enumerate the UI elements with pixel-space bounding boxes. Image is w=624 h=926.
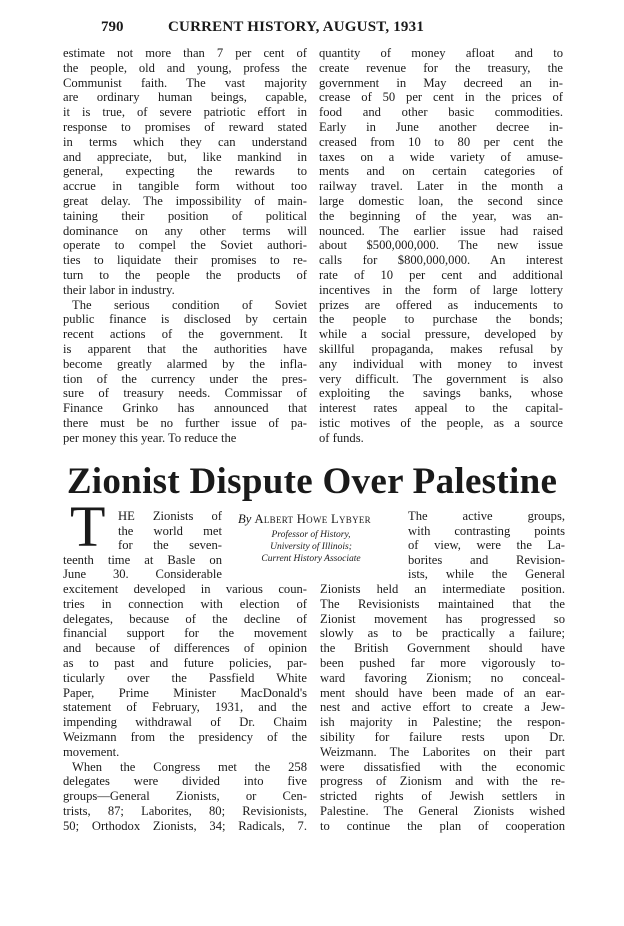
- text-line: Weizmann. The Laborites on their part: [320, 744, 565, 759]
- text-line: any individual with money to invest: [319, 356, 563, 371]
- text-line: sibility for failure rests upon Dr.: [320, 730, 565, 744]
- author-credit-line: University of Illinois;: [270, 542, 352, 552]
- text-line: there must be no further issue of pa-: [63, 416, 307, 430]
- text-line: nounced. The earlier issue had raised: [319, 223, 563, 238]
- text-line: the people to purchase the bonds;: [319, 312, 563, 327]
- text-line: stricted rights of Jewish settlers in: [320, 789, 565, 804]
- text-line: 50; Orthodox Zionists, 34; Radicals, 7.: [63, 818, 307, 833]
- text-line: ward favoring Zionism; no conceal-: [320, 670, 565, 685]
- text-line: turn to the people the products of: [63, 268, 307, 282]
- text-line: statement of February, 1931, and the: [63, 700, 307, 715]
- text-line: Weizmann from the presidency of the: [63, 730, 307, 744]
- text-line: per money this year. To reduce the: [63, 430, 237, 445]
- text-line: general, expecting the rewards to: [63, 164, 307, 179]
- page-number: 790: [101, 19, 124, 35]
- text-line: sure of treasury needs. Commissar of: [63, 386, 307, 401]
- text-line: groups—General Zionists, or Cen-: [63, 789, 307, 804]
- text-line: progress of Zionism and with the re-: [320, 774, 565, 789]
- text-line: Communist faith. The vast majority: [63, 75, 307, 90]
- text-line: Finance Grinko has announced that: [63, 401, 307, 416]
- text-line: were dissatisfied with the economic: [320, 759, 565, 774]
- text-line: teenth time at Basle on: [63, 552, 222, 567]
- byline-author: Albert Howe Lybyer: [254, 512, 371, 526]
- text-line: ties to liquidate their promises to re-: [63, 253, 307, 268]
- text-line: June 30. Considerable: [63, 567, 222, 582]
- text-line: large domestic loan, the second since: [319, 194, 563, 208]
- text-line: HE Zionists of: [118, 509, 222, 523]
- text-line: recent actions of the government. It: [63, 327, 307, 342]
- text-line: taining their position of political: [63, 208, 307, 223]
- text-line: public finance is disclosed by certain: [63, 312, 307, 327]
- text-line: response to promises of reward stated: [63, 120, 307, 134]
- text-line: interest rates appeal to the capital-: [319, 401, 563, 416]
- text-line: are ordinary human beings, capable,: [63, 90, 307, 105]
- text-line: financial support for the movement: [63, 626, 307, 641]
- text-line: the world met: [118, 523, 222, 538]
- text-line: dominance on any other terms will: [63, 223, 307, 238]
- text-line: ists, while the General: [408, 567, 565, 582]
- text-line: operate to compel the Soviet authori-: [63, 238, 307, 253]
- text-line: of view, were the La-: [408, 538, 565, 553]
- text-line: ticularly over the Passfield White: [63, 670, 307, 685]
- text-line: the people, old and young, profess the: [63, 60, 307, 75]
- byline: [238, 512, 371, 527]
- text-line: with contrasting points: [408, 523, 565, 538]
- text-line: tion of the currency under the pres-: [63, 371, 307, 386]
- text-line: and because of differences of opinion: [63, 641, 307, 656]
- text-line: borites and Revision-: [408, 552, 565, 567]
- text-line: delegates, because of the decline of: [63, 611, 307, 626]
- text-line: quantity of money afloat and to: [319, 46, 563, 60]
- text-line: accrue in tangible form without too: [63, 179, 307, 194]
- text-line: Early in June another decree in-: [319, 120, 563, 134]
- article-headline: Zionist Dispute Over Palestine: [66, 461, 558, 502]
- text-line: government in May decreed an in-: [319, 75, 563, 90]
- text-line: ish majority in Palestine; the respon-: [320, 715, 565, 730]
- text-line: the beginning of the year, was an-: [319, 208, 563, 223]
- author-credit-line: Current History Associate: [261, 554, 361, 564]
- text-line: incentives in the form of large lottery: [319, 282, 563, 297]
- text-line: as to past and future policies, par-: [63, 656, 307, 670]
- running-head: CURRENT HISTORY, AUGUST, 1931: [168, 19, 425, 35]
- drop-cap: T: [70, 494, 106, 559]
- text-line: Zionist movement has progressed so: [320, 611, 565, 626]
- text-line: nest and active effort to create a Jew-: [320, 700, 565, 715]
- text-line: Paper, Prime Minister MacDonald's: [63, 685, 307, 700]
- text-line: ment should have been made of an ear-: [320, 685, 565, 700]
- text-line: The Revisionists maintained that the: [320, 596, 565, 611]
- text-line: When the Congress met the 258: [72, 759, 307, 774]
- text-line: and appreciate, but, like mankind in: [63, 149, 307, 164]
- text-line: tries in connection with election of: [63, 596, 307, 611]
- text-line: become greatly alarmed by the infla-: [63, 356, 307, 371]
- text-line: been pushed far more vigorously to-: [320, 656, 565, 670]
- text-line: delegates were divided into five: [63, 774, 307, 789]
- text-line: estimate not more than 7 per cent of: [63, 46, 307, 60]
- text-line: very difficult. The government is also: [319, 371, 563, 386]
- byline-by: By: [238, 512, 252, 526]
- text-line: The serious condition of Soviet: [72, 297, 307, 312]
- author-credit-line: Professor of History,: [271, 530, 351, 540]
- text-line: The active groups,: [408, 509, 565, 523]
- text-line: to continue the plan of cooperation: [320, 818, 565, 833]
- text-line: great delay. The impossibility of main-: [63, 194, 307, 208]
- text-line: for the seven-: [118, 538, 222, 553]
- text-line: excitement developed in various coun-: [63, 582, 307, 596]
- text-line: about $500,000,000. The new issue: [319, 238, 563, 253]
- text-line: in terms which they can understand: [63, 134, 307, 149]
- text-line: railway travel. Later in the month a: [319, 179, 563, 194]
- text-line: skillful propaganda, makes refusal by: [319, 342, 563, 356]
- text-line: crease of 50 per cent in the prices of: [319, 90, 563, 105]
- text-line: movement.: [63, 744, 120, 759]
- text-line: exploiting the savings banks, whose: [319, 386, 563, 401]
- text-line: rate of 10 per cent and additional: [319, 268, 563, 282]
- text-line: their labor in industry.: [63, 282, 175, 297]
- text-line: it is true, of severe patriotic effort in: [63, 105, 307, 120]
- text-line: food and other basic commodities.: [319, 105, 563, 120]
- text-line: impending withdrawal of Dr. Chaim: [63, 715, 307, 730]
- text-line: is apparent that the authorities have: [63, 342, 307, 356]
- text-line: prizes are offered as inducements to: [319, 297, 563, 312]
- text-line: calls for $800,000,000. An interest: [319, 253, 563, 268]
- text-line: taxes on a wide variety of amuse-: [319, 149, 563, 164]
- text-line: the British Government should have: [320, 641, 565, 656]
- text-line: trists, 87; Laborites, 80; Revisionists,: [63, 804, 307, 818]
- text-line: while a social pressure, developed by: [319, 327, 563, 342]
- text-line: istic motives of the people, as a source: [319, 416, 563, 430]
- text-line: of funds.: [319, 430, 364, 445]
- text-line: Zionists held an intermediate position.: [320, 582, 565, 596]
- text-line: creased from 10 to 80 per cent the: [319, 134, 563, 149]
- text-line: ments and on certain categories of: [319, 164, 563, 179]
- text-line: Palestine. The General Zionists wished: [320, 804, 565, 818]
- text-line: slowly as to be practically a failure;: [320, 626, 565, 641]
- text-line: create revenue for the treasury, the: [319, 60, 563, 75]
